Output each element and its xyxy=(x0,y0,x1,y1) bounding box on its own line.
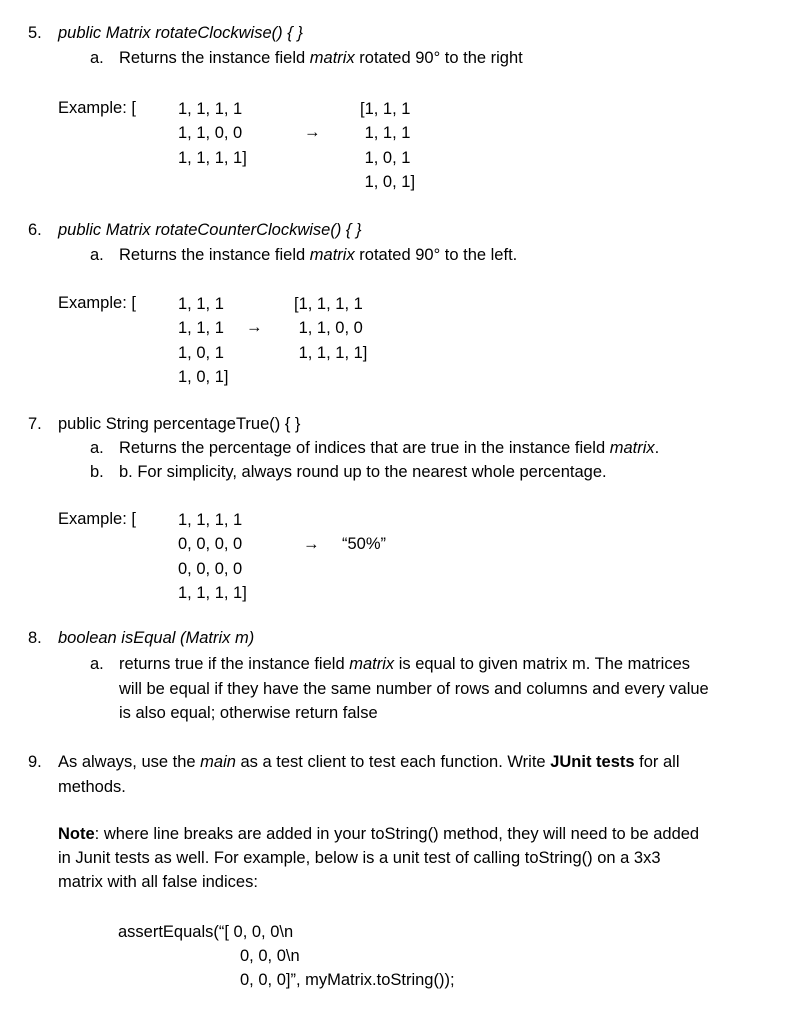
code-line3: 0, 0, 0]”, myMatrix.toString()); xyxy=(240,971,455,989)
item-7-output: “50%” xyxy=(342,535,387,553)
item-6-a-label: a. xyxy=(90,246,104,264)
item-8-a-pre: returns true if the instance field xyxy=(119,655,350,673)
item-7-example-label: Example: [ xyxy=(58,510,136,528)
item-6-number: 6. xyxy=(28,221,42,239)
item-8-a-line2: will be equal if they have the same number of rows and columns and every value xyxy=(119,680,709,698)
item-5-signature: public Matrix rotateClockwise() { } xyxy=(58,24,303,42)
item-7-input-matrix: 1, 1, 1, 1 0, 0, 0, 0 0, 0, 0, 0 1, 1, 1, 1] xyxy=(178,511,247,602)
item-8-a-label: a. xyxy=(90,655,104,673)
item-8-a-line3: is also equal; otherwise return false xyxy=(119,704,378,722)
item-9-em: main xyxy=(200,753,236,771)
note-label: Note xyxy=(58,825,95,843)
item-5-a-text xyxy=(119,47,523,69)
item-5-a-label: a. xyxy=(90,49,104,67)
item-8-a-line1 xyxy=(119,653,690,675)
item-8-a-em: matrix xyxy=(349,655,395,673)
note-line1 xyxy=(58,823,699,845)
item-9-post: for all xyxy=(634,753,680,771)
item-7-signature: public String percentageTrue() { } xyxy=(58,415,301,433)
item-5-a-pre: Returns the instance field xyxy=(119,49,310,67)
item-9-mid: as a test client to test each function. Write xyxy=(235,753,551,771)
note-line1-rest: : where line breaks are added in your toString() method, they will need to be added xyxy=(94,825,700,843)
item-9-line2: methods. xyxy=(58,778,126,796)
item-6-a-text xyxy=(119,244,517,266)
item-6-arrow: → xyxy=(246,318,263,336)
item-8-signature: boolean isEqual (Matrix m) xyxy=(58,629,255,647)
item-8-a-line1-post: is equal to given matrix m. The matrices xyxy=(394,655,691,673)
item-5-number: 5. xyxy=(28,24,42,42)
item-5-output-matrix: [1, 1, 1 1, 1, 1 1, 0, 1 1, 0, 1] xyxy=(360,100,416,191)
item-7-a-pre: Returns the percentage of indices that are true in the instance field xyxy=(119,439,610,457)
item-7-a-em: matrix xyxy=(609,439,655,457)
item-6-example-label: Example: [ xyxy=(58,294,136,312)
item-7-a-post: . xyxy=(654,439,660,457)
item-7-number: 7. xyxy=(28,415,42,433)
item-6-output-matrix: [1, 1, 1, 1 1, 1, 0, 0 1, 1, 1, 1] xyxy=(294,295,368,362)
item-5-arrow: → xyxy=(304,123,321,141)
item-6-a-post: rotated 90° to the left. xyxy=(354,246,518,264)
item-9-pre: As always, use the xyxy=(58,753,201,771)
item-7-a-text xyxy=(119,437,659,459)
item-9-line1 xyxy=(58,751,679,773)
note-line2: in Junit tests as well. For example, below is a unit test of calling toString() on a 3x3 xyxy=(58,849,661,867)
item-5-a-em: matrix xyxy=(309,49,355,67)
code-line2: 0, 0, 0\n xyxy=(240,947,300,965)
item-7-b-text: b. For simplicity, always round up to the nearest whole percentage. xyxy=(119,463,607,481)
item-5-a-post: rotated 90° to the right xyxy=(354,49,523,67)
item-5-input-matrix: 1, 1, 1, 1 1, 1, 0, 0 1, 1, 1, 1] xyxy=(178,100,247,167)
item-6-signature: public Matrix rotateCounterClockwise() { } xyxy=(58,221,362,239)
item-7-arrow: → xyxy=(303,535,320,553)
item-9-number: 9. xyxy=(28,753,42,771)
item-6-a-em: matrix xyxy=(309,246,355,264)
item-8-number: 8. xyxy=(28,629,42,647)
note-line3: matrix with all false indices: xyxy=(58,873,258,891)
item-7-b-label: b. xyxy=(90,463,104,481)
code-line1: assertEquals(“[ 0, 0, 0\n xyxy=(118,923,294,941)
item-6-input-matrix: 1, 1, 1 1, 1, 1 1, 0, 1 1, 0, 1] xyxy=(178,295,229,386)
item-5-example-label: Example: [ xyxy=(58,99,136,117)
item-9-bold: JUnit tests xyxy=(550,753,635,771)
item-6-a-pre: Returns the instance field xyxy=(119,246,310,264)
item-7-a-label: a. xyxy=(90,439,104,457)
